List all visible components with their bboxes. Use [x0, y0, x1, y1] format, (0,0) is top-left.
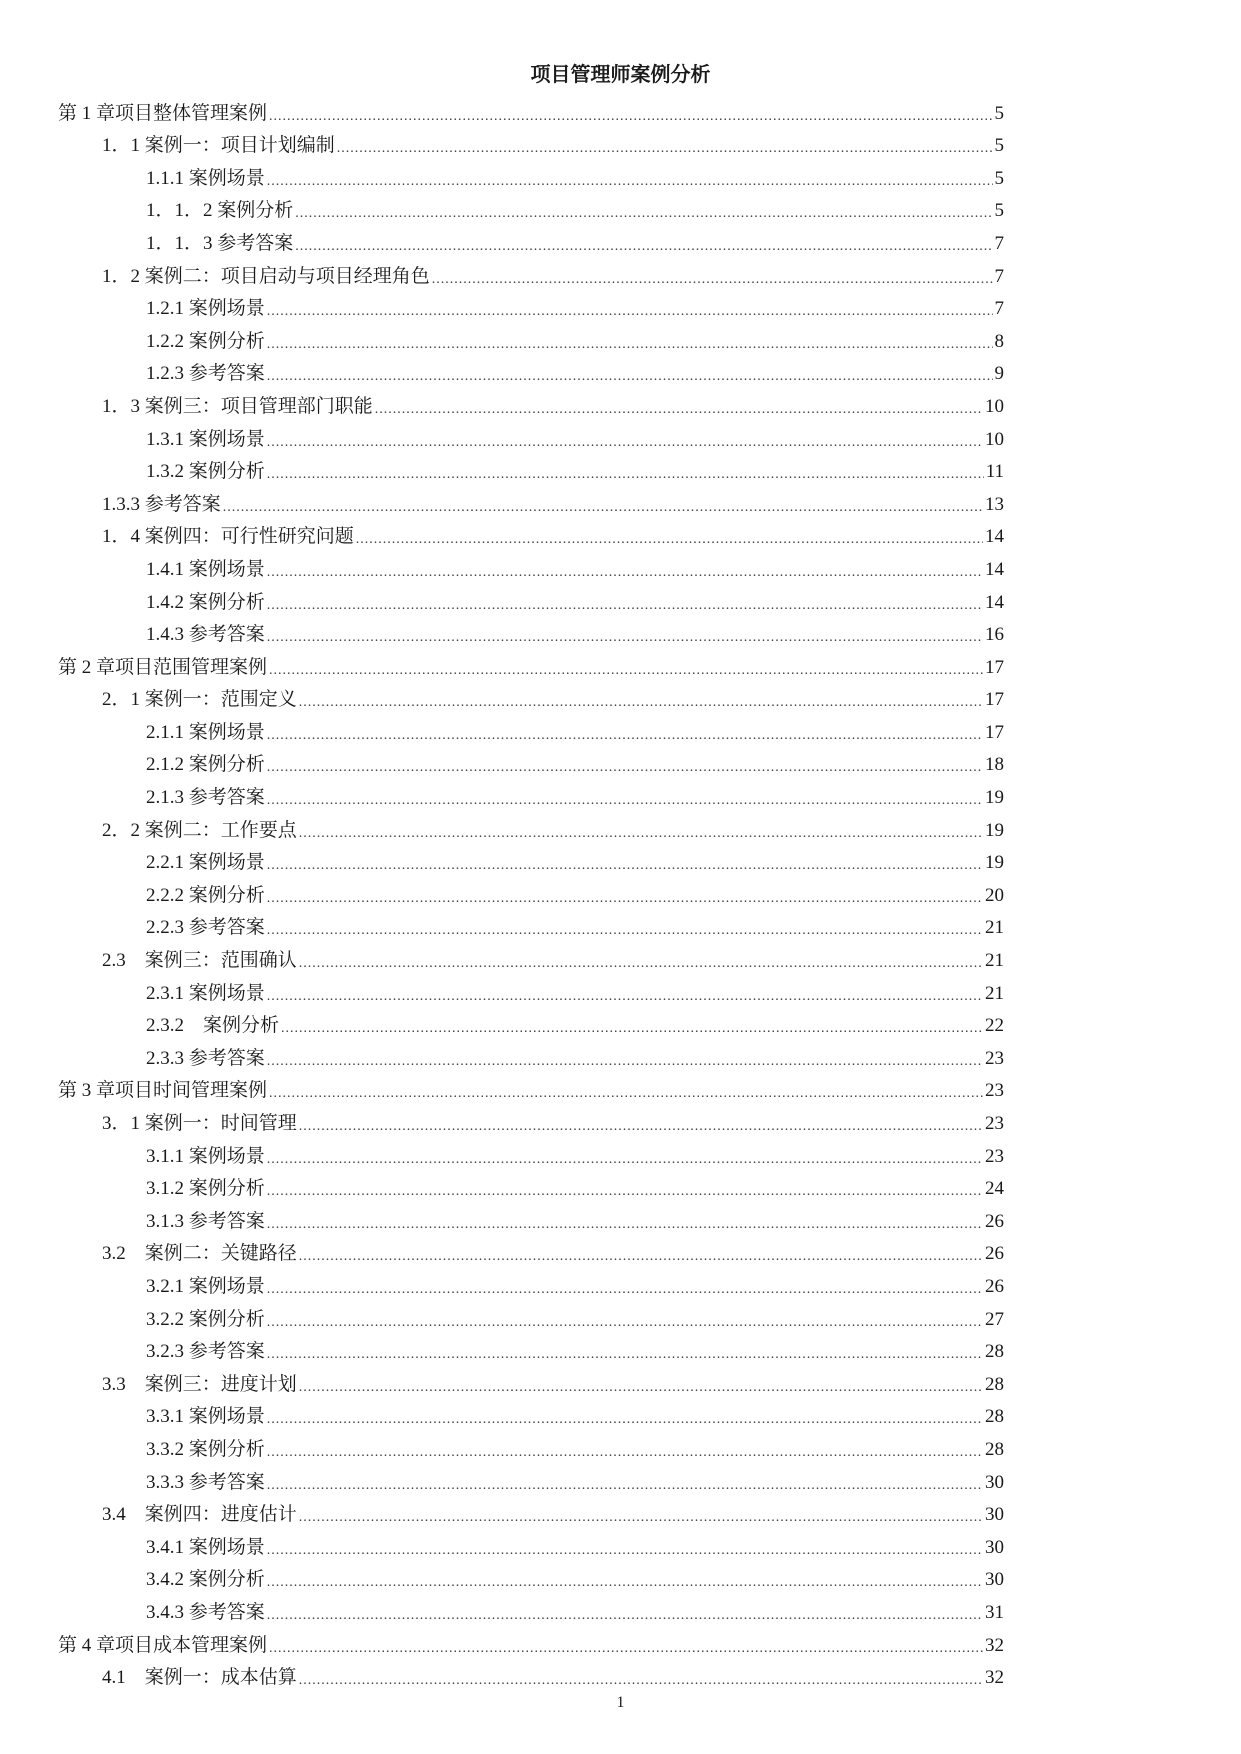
toc-dot-leader [267, 173, 993, 191]
toc-entry[interactable] [58, 1464, 1004, 1497]
table-of-contents [58, 95, 1004, 1692]
toc-entry-label: 1．1．2 案例分析 [146, 200, 294, 222]
toc-dot-leader [267, 792, 983, 810]
toc-entry-page: 26 [985, 1210, 1004, 1232]
toc-dot-leader [295, 205, 992, 223]
toc-entry[interactable] [58, 682, 1004, 715]
toc-entry-page: 30 [985, 1504, 1004, 1526]
toc-dot-leader [267, 1444, 983, 1462]
toc-entry-label: 3.4.1 案例场景 [146, 1536, 265, 1558]
toc-entry[interactable] [58, 1073, 1004, 1106]
toc-entry-page: 24 [985, 1178, 1004, 1200]
toc-entry[interactable] [58, 1236, 1004, 1269]
toc-entry[interactable] [58, 649, 1004, 682]
toc-dot-leader [267, 1574, 983, 1592]
toc-entry[interactable] [58, 942, 1004, 975]
toc-entry-page: 23 [985, 1113, 1004, 1134]
toc-dot-leader [267, 1411, 983, 1429]
toc-dot-leader [269, 108, 992, 126]
toc-dot-leader [267, 1314, 983, 1332]
toc-entry[interactable] [58, 421, 1004, 454]
toc-entry-page: 23 [985, 1145, 1004, 1167]
toc-entry-page: 5 [994, 200, 1004, 222]
toc-dot-leader [267, 1346, 983, 1364]
toc-entry-label: 3.1.1 案例场景 [146, 1145, 265, 1167]
toc-entry[interactable] [58, 1268, 1004, 1301]
toc-entry-label: 第 3 章项目时间管理案例 [58, 1080, 268, 1102]
toc-entry-page: 26 [985, 1275, 1004, 1297]
toc-entry[interactable] [58, 1660, 1004, 1693]
toc-entry-label: 1.3.2 案例分析 [146, 461, 265, 483]
toc-entry-page: 30 [985, 1471, 1004, 1493]
toc-entry-page: 28 [985, 1406, 1004, 1428]
toc-entry-page: 16 [985, 624, 1004, 646]
toc-entry[interactable] [58, 388, 1004, 421]
toc-entry[interactable] [58, 160, 1004, 193]
toc-entry[interactable] [58, 1008, 1004, 1041]
toc-entry-label: 2.1.3 参考答案 [146, 787, 265, 809]
toc-entry-page: 7 [994, 265, 1004, 287]
toc-entry-page: 17 [985, 656, 1004, 678]
toc-dot-leader [267, 629, 983, 647]
toc-dot-leader [267, 1477, 983, 1495]
document-title: 项目管理师案例分析 [530, 62, 711, 86]
toc-entry-page: 20 [985, 884, 1004, 906]
toc-dot-leader [267, 336, 993, 354]
toc-entry[interactable] [58, 1203, 1004, 1236]
toc-entry[interactable] [58, 812, 1004, 845]
toc-entry-label: 1.2.3 参考答案 [146, 363, 265, 385]
toc-entry[interactable] [58, 845, 1004, 878]
toc-dot-leader [299, 1379, 983, 1397]
toc-dot-leader [223, 499, 983, 517]
toc-entry[interactable] [58, 128, 1004, 161]
toc-entry-page: 23 [985, 1080, 1004, 1102]
toc-entry-label: 1．1．3 参考答案 [146, 232, 294, 254]
toc-entry-page: 11 [985, 461, 1004, 483]
toc-dot-leader [269, 1640, 983, 1658]
toc-entry-label: 3.4 案例四：进度估计 [102, 1504, 297, 1526]
toc-dot-leader [267, 1281, 983, 1299]
toc-dot-leader [267, 564, 983, 582]
toc-entry-page: 5 [994, 102, 1004, 124]
toc-dot-leader [356, 531, 983, 549]
toc-entry-label: 第 1 章项目整体管理案例 [58, 102, 268, 124]
toc-entry[interactable] [58, 1040, 1004, 1073]
toc-entry-label: 3.2 案例二：关键路径 [102, 1243, 297, 1265]
toc-dot-leader [267, 857, 983, 875]
toc-entry-label: 1.2.1 案例场景 [146, 298, 265, 320]
toc-entry[interactable] [58, 617, 1004, 650]
toc-entry-label: 3.4.2 案例分析 [146, 1569, 265, 1591]
toc-entry-page: 28 [985, 1438, 1004, 1460]
toc-dot-leader [299, 694, 983, 712]
toc-entry[interactable] [58, 1431, 1004, 1464]
toc-entry[interactable] [58, 1399, 1004, 1432]
toc-entry[interactable] [58, 1171, 1004, 1204]
toc-entry-page: 19 [985, 787, 1004, 809]
toc-entry-page: 19 [985, 852, 1004, 874]
toc-entry[interactable] [58, 1301, 1004, 1334]
toc-dot-leader [267, 727, 983, 745]
toc-entry-page: 32 [985, 1634, 1004, 1656]
toc-entry-label: 2.3.1 案例场景 [146, 982, 265, 1004]
toc-entry-page: 14 [985, 591, 1004, 613]
toc-entry-label: 2.2.1 案例场景 [146, 852, 265, 874]
toc-entry[interactable] [58, 291, 1004, 324]
toc-entry-page: 22 [985, 1015, 1004, 1037]
toc-dot-leader [267, 597, 983, 615]
toc-dot-leader [299, 1672, 983, 1690]
toc-entry[interactable] [58, 193, 1004, 226]
toc-entry-label: 3.3 案例三：进度计划 [102, 1373, 297, 1395]
toc-entry-label: 1.2.2 案例分析 [146, 330, 265, 352]
toc-entry-label: 4.1 案例一：成本估算 [102, 1667, 297, 1689]
toc-entry-label: 1．4 案例四：可行性研究问题 [102, 526, 354, 548]
toc-entry[interactable] [58, 1138, 1004, 1171]
toc-entry-label: 2.1.2 案例分析 [146, 754, 265, 776]
toc-dot-leader [267, 303, 993, 321]
toc-entry[interactable] [58, 225, 1004, 258]
toc-dot-leader [269, 1085, 983, 1103]
toc-entry-label: 3.2.2 案例分析 [146, 1308, 265, 1330]
toc-entry-page: 14 [985, 558, 1004, 580]
toc-entry-page: 32 [985, 1667, 1004, 1689]
toc-entry-label: 2.2.2 案例分析 [146, 884, 265, 906]
toc-entry-label: 第 4 章项目成本管理案例 [58, 1634, 268, 1656]
toc-entry-label: 3.1.2 案例分析 [146, 1178, 265, 1200]
toc-dot-leader [269, 662, 983, 680]
toc-entry-page: 10 [985, 428, 1004, 450]
toc-entry[interactable] [58, 1334, 1004, 1367]
toc-dot-leader [375, 401, 983, 419]
toc-entry-page: 13 [985, 493, 1004, 515]
toc-entry[interactable] [58, 1627, 1004, 1660]
toc-entry-label: 1.1.1 案例场景 [146, 167, 265, 189]
toc-dot-leader [267, 759, 983, 777]
toc-entry-page: 28 [985, 1373, 1004, 1395]
toc-entry-label: 2.2.3 参考答案 [146, 917, 265, 939]
toc-dot-leader [299, 955, 983, 973]
toc-dot-leader [267, 890, 983, 908]
toc-entry-label: 2.3.2 案例分析 [146, 1015, 280, 1037]
toc-entry[interactable] [58, 877, 1004, 910]
toc-entry[interactable] [58, 910, 1004, 943]
toc-entry[interactable] [58, 323, 1004, 356]
toc-entry-label: 1.3.3 参考答案 [102, 493, 221, 515]
toc-entry[interactable] [58, 356, 1004, 389]
toc-entry-page: 23 [985, 1047, 1004, 1069]
toc-dot-leader [267, 1053, 983, 1071]
toc-entry-label: 1．3 案例三：项目管理部门职能 [102, 395, 373, 417]
toc-entry-page: 17 [985, 721, 1004, 743]
toc-entry-label: 1.4.2 案例分析 [146, 591, 265, 613]
toc-entry[interactable] [58, 486, 1004, 519]
toc-dot-leader [267, 1183, 983, 1201]
toc-dot-leader [432, 271, 993, 289]
toc-entry-page: 26 [985, 1243, 1004, 1265]
toc-dot-leader [299, 1509, 983, 1527]
toc-entry-label: 3.3.2 案例分析 [146, 1438, 265, 1460]
toc-entry[interactable] [58, 95, 1004, 128]
toc-entry-page: 30 [985, 1536, 1004, 1558]
toc-entry-page: 7 [994, 232, 1004, 254]
toc-entry-label: 3.1.3 参考答案 [146, 1210, 265, 1232]
toc-entry[interactable] [58, 1497, 1004, 1530]
toc-dot-leader [299, 825, 983, 843]
toc-dot-leader [295, 238, 992, 256]
toc-entry[interactable] [58, 975, 1004, 1008]
toc-dot-leader [267, 1607, 983, 1625]
toc-entry-page: 7 [994, 298, 1004, 320]
page-number: 1 [616, 1694, 625, 1711]
toc-dot-leader [337, 140, 993, 158]
toc-entry-page: 31 [985, 1601, 1004, 1623]
toc-entry-label: 1．2 案例二：项目启动与项目经理角色 [102, 265, 430, 287]
toc-entry-label: 1.3.1 案例场景 [146, 428, 265, 450]
toc-entry[interactable] [58, 454, 1004, 487]
toc-dot-leader [267, 434, 983, 452]
toc-entry-page: 18 [985, 754, 1004, 776]
toc-entry[interactable] [58, 1105, 1004, 1138]
toc-dot-leader [267, 988, 983, 1006]
toc-entry[interactable] [58, 584, 1004, 617]
toc-entry-page: 21 [985, 982, 1004, 1004]
toc-entry-page: 8 [994, 330, 1004, 352]
toc-entry-label: 3.4.3 参考答案 [146, 1601, 265, 1623]
toc-dot-leader [299, 1248, 983, 1266]
toc-dot-leader [299, 1118, 983, 1136]
toc-entry[interactable] [58, 551, 1004, 584]
toc-entry[interactable] [58, 779, 1004, 812]
toc-entry-label: 2.1.1 案例场景 [146, 721, 265, 743]
toc-entry-page: 30 [985, 1569, 1004, 1591]
toc-entry-page: 19 [985, 819, 1004, 841]
toc-entry-label: 第 2 章项目范围管理案例 [58, 656, 268, 678]
toc-dot-leader [281, 1020, 983, 1038]
toc-entry-label: 1.4.3 参考答案 [146, 624, 265, 646]
toc-entry[interactable] [58, 1562, 1004, 1595]
toc-entry-label: 2.3.3 参考答案 [146, 1047, 265, 1069]
toc-entry-page: 5 [994, 135, 1004, 157]
toc-entry-page: 14 [985, 526, 1004, 548]
toc-entry-page: 9 [994, 363, 1004, 385]
toc-entry-page: 27 [985, 1308, 1004, 1330]
toc-entry[interactable] [58, 1366, 1004, 1399]
toc-entry-page: 28 [985, 1341, 1004, 1363]
toc-entry[interactable] [58, 258, 1004, 291]
toc-entry-label: 1.4.1 案例场景 [146, 558, 265, 580]
toc-entry-label: 1．1 案例一：项目计划编制 [102, 135, 335, 157]
toc-entry-label: 2．1 案例一：范围定义 [102, 689, 297, 711]
toc-entry-label: 2.3 案例三：范围确认 [102, 950, 297, 972]
toc-entry[interactable] [58, 714, 1004, 747]
toc-dot-leader [267, 1542, 983, 1560]
toc-entry[interactable] [58, 1594, 1004, 1627]
toc-entry[interactable] [58, 1529, 1004, 1562]
toc-dot-leader [267, 1151, 983, 1169]
toc-entry-page: 5 [994, 167, 1004, 189]
toc-entry-label: 3.2.3 参考答案 [146, 1341, 265, 1363]
toc-entry[interactable] [58, 747, 1004, 780]
toc-entry[interactable] [58, 519, 1004, 552]
toc-entry-page: 10 [985, 395, 1004, 417]
toc-entry-label: 3.3.3 参考答案 [146, 1471, 265, 1493]
toc-dot-leader [267, 922, 983, 940]
toc-entry-label: 2．2 案例二：工作要点 [102, 819, 297, 841]
toc-entry-page: 17 [985, 689, 1004, 711]
toc-entry-label: 3.3.1 案例场景 [146, 1406, 265, 1428]
toc-entry-label: 3．1 案例一：时间管理 [102, 1113, 297, 1134]
toc-entry-page: 21 [985, 950, 1004, 972]
toc-entry-label: 3.2.1 案例场景 [146, 1275, 265, 1297]
toc-dot-leader [267, 368, 993, 386]
toc-entry-page: 21 [985, 917, 1004, 939]
toc-dot-leader [267, 1216, 983, 1234]
toc-dot-leader [267, 466, 984, 484]
